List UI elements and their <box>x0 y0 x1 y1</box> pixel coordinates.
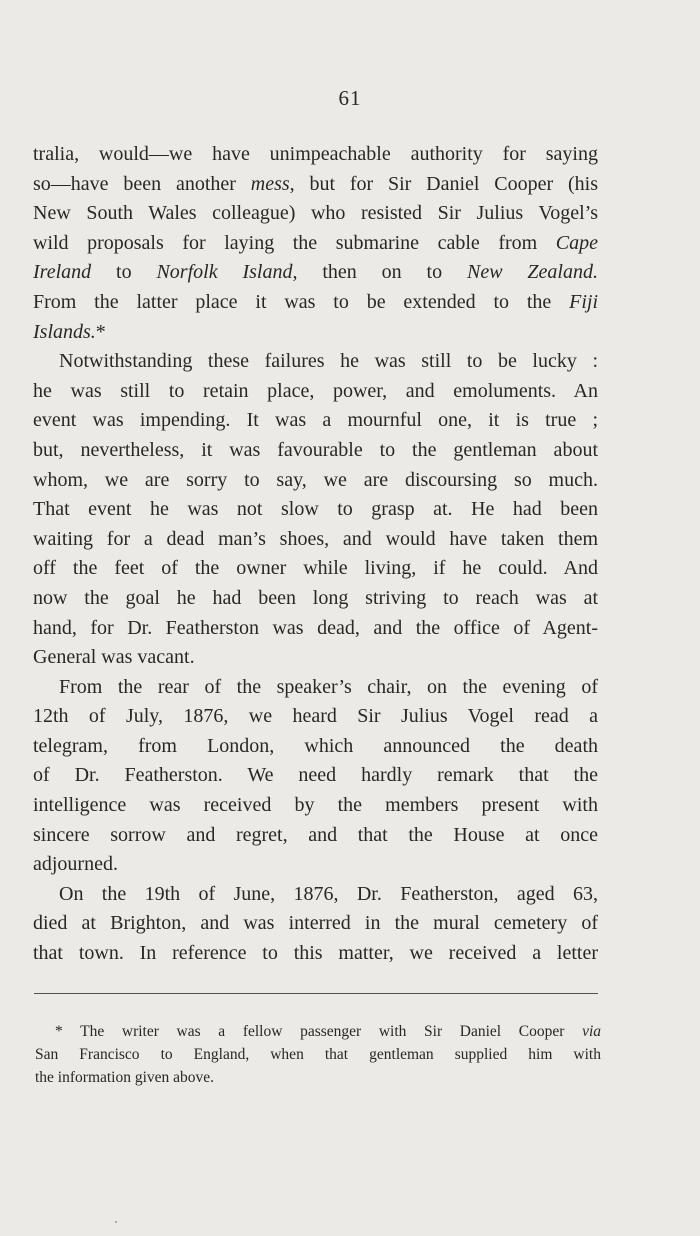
footnote-line <box>35 1043 601 1066</box>
body-text: now the goal he had been long striving to reach was at <box>33 586 598 609</box>
body-text: From the latter place it was to be extended to the <box>33 290 570 313</box>
body-text: that town. In reference to this matter, we received a letter <box>33 942 598 965</box>
body-line <box>33 643 598 673</box>
footnote-text: San Francisco to England, when that gentleman supplied him with <box>35 1046 601 1064</box>
body-line <box>33 614 598 644</box>
body-line <box>33 673 598 703</box>
body-text: General was vacant. <box>33 646 195 669</box>
body-line <box>33 229 598 259</box>
body-line <box>33 466 598 496</box>
body-text: off the feet of the owner while living, if he could. And <box>33 557 598 580</box>
body-text: Notwithstanding these failures he was still to be lucky : <box>59 350 598 373</box>
body-text: hand, for Dr. Featherston was dead, and the office of Agent- <box>33 616 598 639</box>
body-line <box>33 288 598 318</box>
body-text: That event he was not slow to grasp at. He had been <box>33 498 598 521</box>
body-text: adjourned. <box>33 853 118 876</box>
body-line <box>33 495 598 525</box>
body-line <box>33 554 598 584</box>
body-italic-text: Ireland <box>33 261 92 284</box>
footnote-line <box>35 1066 601 1089</box>
body-text: New South Wales colleague) who resisted Sir Julius Vogel’s <box>33 202 598 225</box>
body-line <box>33 880 598 910</box>
body-line <box>33 258 598 288</box>
body-line <box>33 525 598 555</box>
footnote-italic-text: via <box>582 1023 601 1040</box>
body-line <box>33 791 598 821</box>
body-text: he was still to retain place, power, and emoluments. An <box>33 379 598 402</box>
body-text: From the rear of the speaker’s chair, on the evening of <box>59 675 598 698</box>
body-text: 12th of July, 1876, we heard Sir Julius Vogel read a <box>33 705 598 728</box>
body-text: On the 19th of June, 1876, Dr. Featherston, aged 63, <box>59 882 598 905</box>
body-line <box>33 761 598 791</box>
body-italic-text: Islands. <box>33 320 96 343</box>
body-line <box>33 199 598 229</box>
body-text: tralia, would—we have unimpeachable authority for saying <box>33 143 598 165</box>
body-text: waiting for a dead man’s shoes, and would have taken them <box>33 527 598 550</box>
body-italic-text: mess <box>250 172 290 195</box>
body-line <box>33 406 598 436</box>
footnote-text: the information given above. <box>35 1069 215 1087</box>
body-line <box>33 850 598 880</box>
body-line <box>33 377 598 407</box>
body-line <box>33 318 598 348</box>
paper-speck <box>115 1221 117 1223</box>
body-text: wild proposals for laying the submarine cable from <box>33 231 556 254</box>
body-text: of Dr. Featherston. We need hardly remark that the <box>33 764 598 787</box>
body-text <box>33 140 598 969</box>
body-line <box>33 347 598 377</box>
body-line <box>33 584 598 614</box>
body-text: to <box>91 261 157 284</box>
body-line <box>33 821 598 851</box>
body-line <box>33 909 598 939</box>
body-text: so—have been another <box>33 172 251 195</box>
body-text: telegram, from London, which announced the death <box>33 734 598 757</box>
body-line <box>33 732 598 762</box>
page-number: 61 <box>338 86 362 110</box>
footnote-divider <box>34 993 598 994</box>
body-italic-text: Cape <box>555 231 598 254</box>
body-text: whom, we are sorry to say, we are discoursing so much. <box>33 468 598 491</box>
body-italic-text: Norfolk Island <box>156 261 293 284</box>
body-line <box>33 702 598 732</box>
footnote-text: * The writer was a fellow passenger with Sir Daniel Cooper <box>55 1023 583 1040</box>
body-line <box>33 939 598 969</box>
body-text: died at Brighton, and was interred in the mural cemetery of <box>33 912 598 935</box>
body-italic-text: New Zealand. <box>466 261 598 284</box>
body-text: intelligence was received by the members present with <box>33 794 598 817</box>
body-italic-text: Fiji <box>569 290 598 313</box>
body-text: event was impending. It was a mournful one, it is true ; <box>33 409 598 432</box>
body-text: sincere sorrow and regret, and that the House at once <box>33 823 598 846</box>
body-text: * <box>95 320 106 343</box>
footnote-line <box>35 1020 601 1043</box>
body-line <box>33 170 598 200</box>
body-text: but, nevertheless, it was favourable to the gentleman about <box>33 438 598 461</box>
footnote <box>35 1020 601 1090</box>
body-text: , but for Sir Daniel Cooper (his <box>289 172 599 195</box>
body-line <box>33 140 598 170</box>
body-text: , then on to <box>292 261 467 284</box>
body-line <box>33 436 598 466</box>
